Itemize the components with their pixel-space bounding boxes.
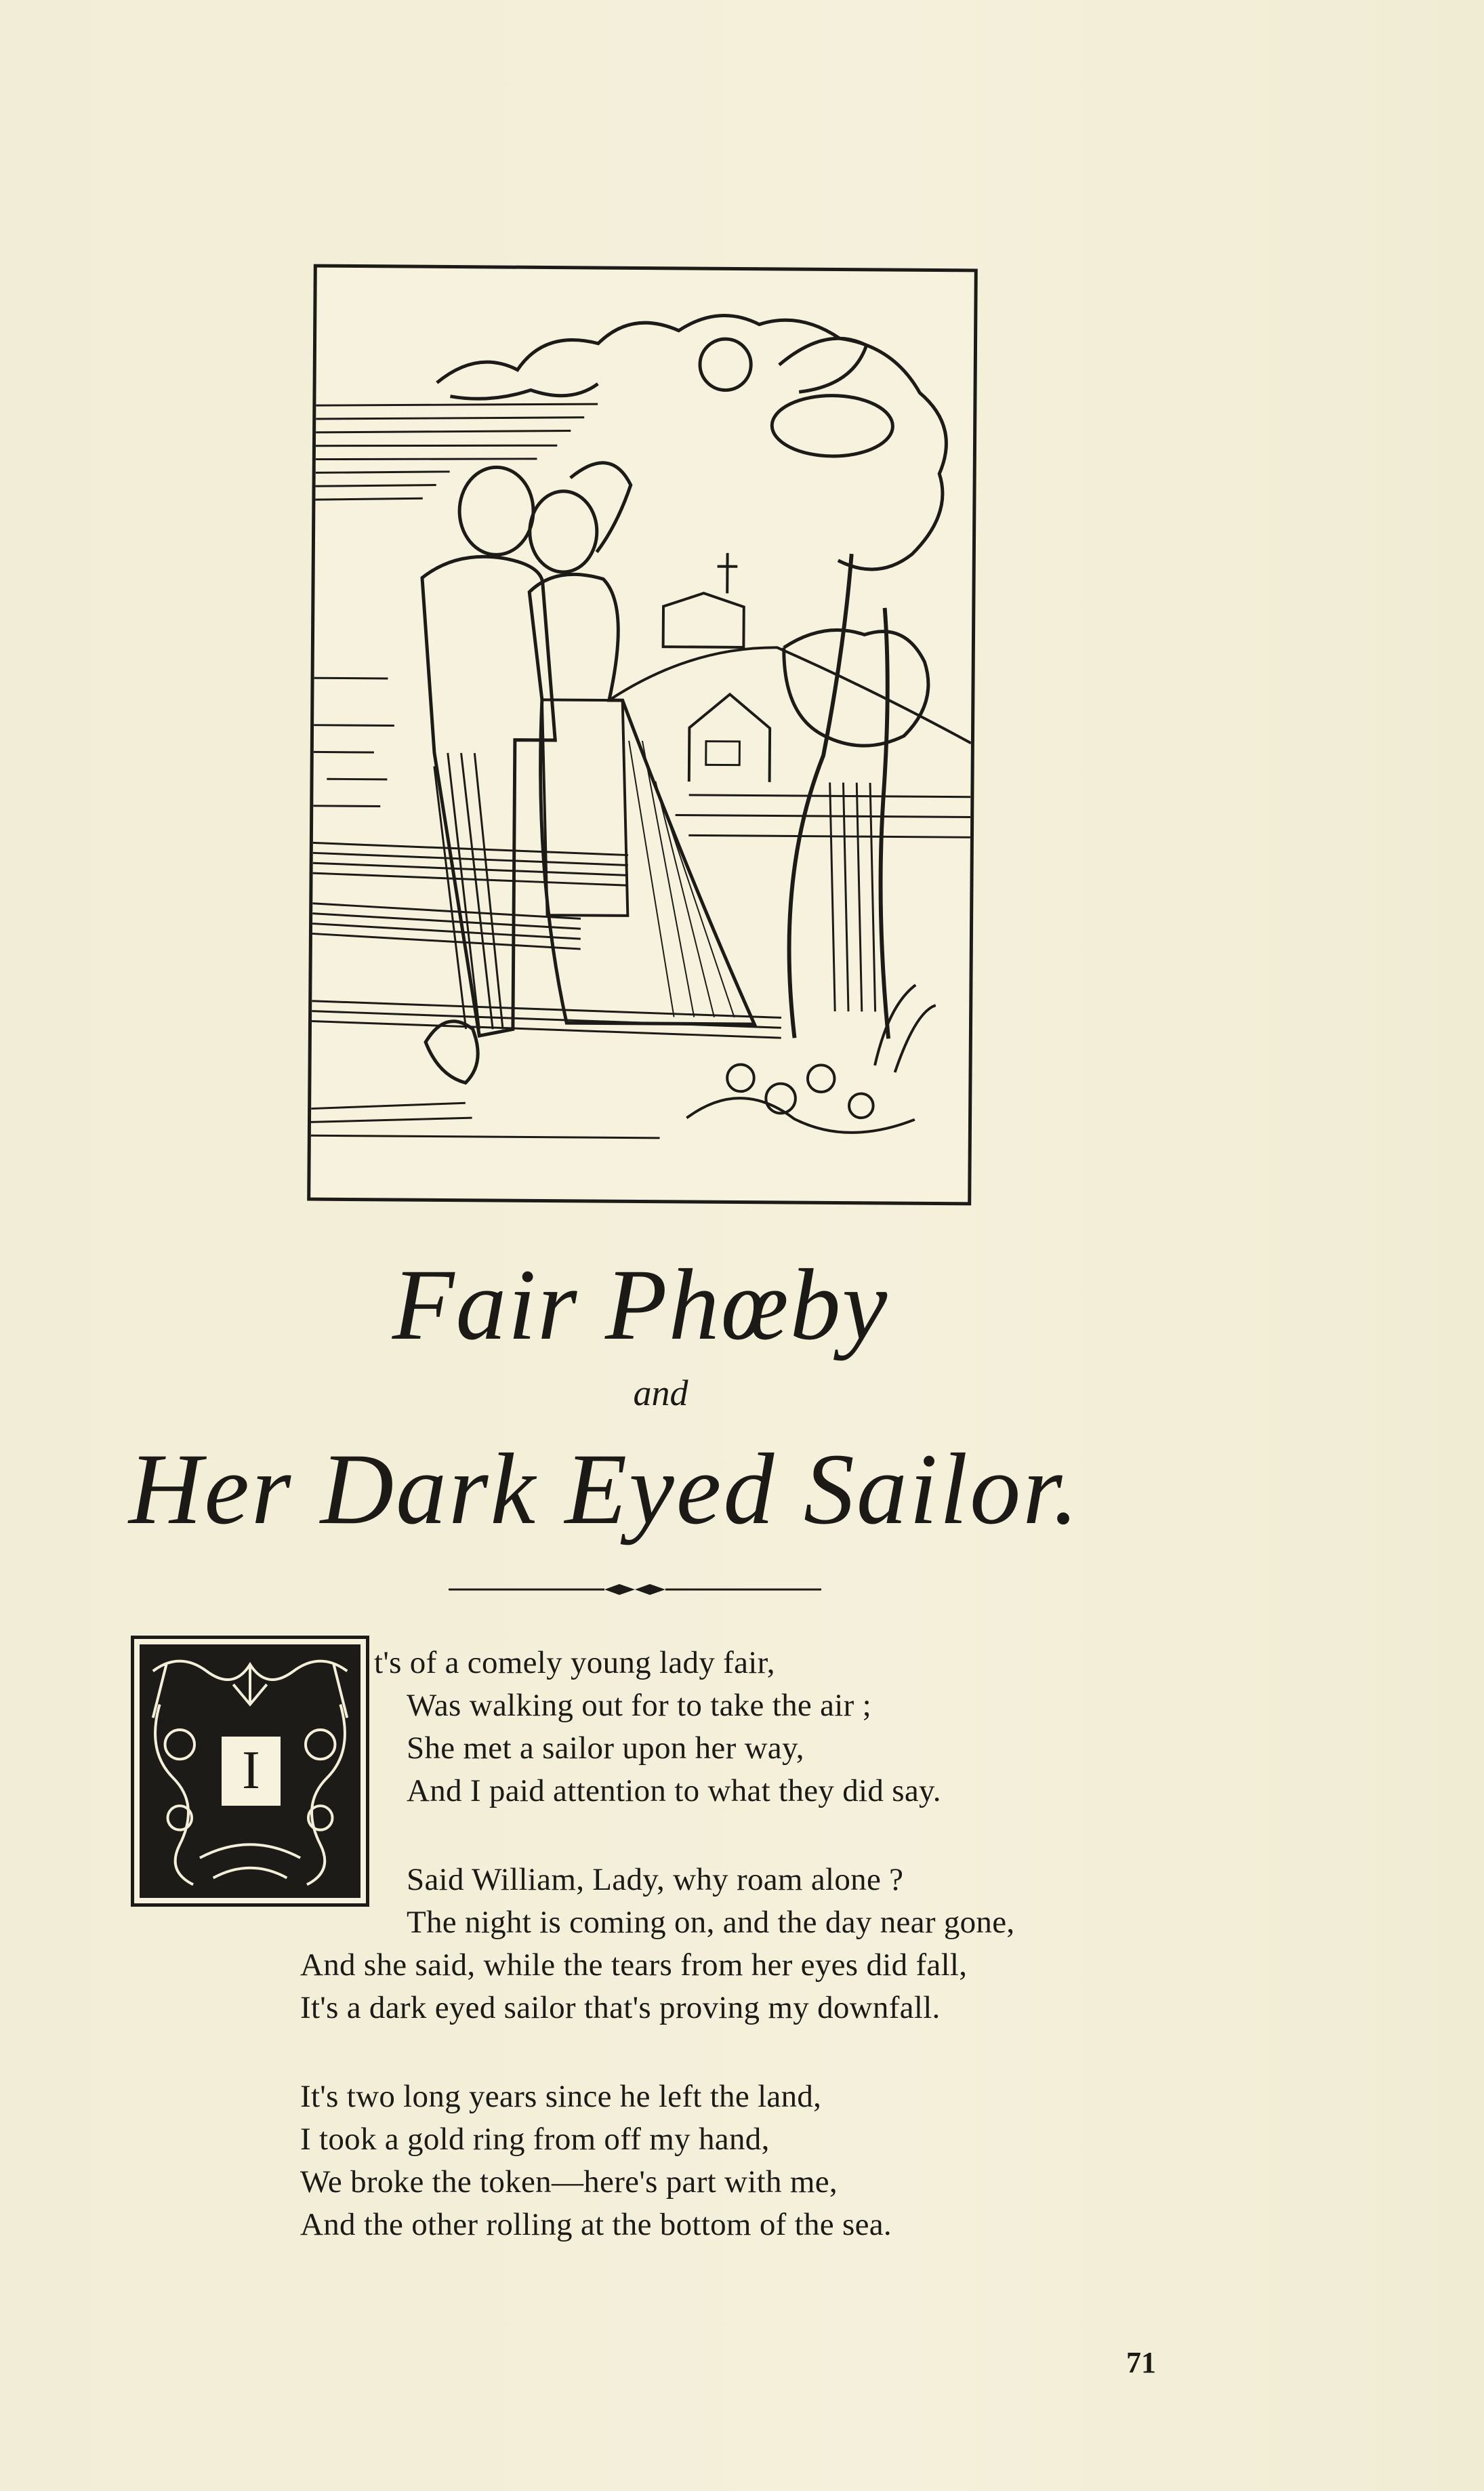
verse-line: And she said, while the tears from her eyes did fall,	[300, 1947, 968, 1983]
sailor-and-lady-engraving	[310, 268, 974, 1202]
verse-line: t's of a comely young lady fair,	[374, 1645, 775, 1680]
verse-line: It's two long years since he left the land,	[300, 2079, 822, 2114]
verse-line: Said William, Lady, why roam alone ?	[407, 1862, 904, 1897]
verse-line: We broke the token—here's part with me,	[300, 2164, 838, 2200]
verse-line: It's a dark eyed sailor that's proving my downfall.	[300, 1990, 941, 2025]
title-conjunction: and	[633, 1373, 688, 1413]
verse-line: The night is coming on, and the day near gone,	[407, 1905, 1015, 1940]
verse-line: She met a sailor upon her way,	[407, 1730, 804, 1766]
verse-line: And I paid attention to what they did say.	[407, 1773, 941, 1808]
title-line-1: Fair Phœby	[392, 1249, 889, 1361]
woodcut-illustration	[307, 264, 978, 1206]
page-number: 71	[1126, 2346, 1156, 2379]
verse-line: And the other rolling at the bottom of the sea.	[300, 2207, 892, 2242]
title-line-2: Her Dark Eyed Sailor.	[129, 1433, 1081, 1545]
ornamental-rule	[449, 1579, 821, 1600]
verse-line: Was walking out for to take the air ;	[407, 1688, 872, 1723]
decorative-drop-cap	[131, 1636, 369, 1907]
drop-cap-letter: I	[219, 1734, 283, 1808]
verse-line: I took a gold ring from off my hand,	[300, 2122, 770, 2157]
